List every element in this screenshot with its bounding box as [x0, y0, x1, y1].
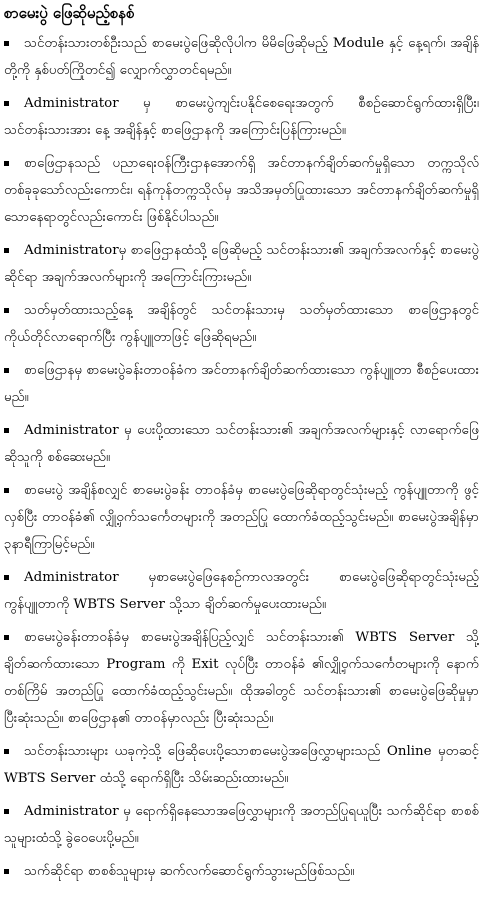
- bullet-icon: [4, 749, 9, 754]
- list-item: [4, 738, 479, 792]
- list-item: [4, 297, 479, 351]
- bullet-icon: [4, 101, 9, 106]
- bullet-icon: [4, 809, 9, 814]
- list-item-text: စာဖြေဌာနမှ စာမေးပွဲခန်းတာဝန်ခံက အင်တာနက်ချိတ်ဆက်ထားသော ကွန်ပျူတာ စီစဉ်ပေးထားမည်။: [4, 363, 479, 405]
- bullet-icon: [4, 428, 9, 433]
- list-item-text: သင်တန်းသားတစ်ဦးသည် စာမေးပွဲဖြေဆိုလိုပါက မိမိဖြေဆိုမည့် Module နှင့် နေ့ရက်၊ အချိန်တို့ကို နှစ်ပတ်ကြိုတင်၍ လျှောက်လွှာတင်ရမည်။: [4, 36, 479, 78]
- list-item-text: သင်တန်းသားများ ယခုကဲ့သို့ ဖြေဆိုပေးပို့သောစာမေးပွဲအဖြေလွှာများသည် Online မှတဆင့် WBTS Server ထံသို့ ရောက်ရှိပြီး သိမ်းဆည်းထားမည်။: [4, 744, 479, 786]
- list-item: [4, 477, 479, 558]
- bullet-icon: [4, 41, 9, 46]
- page-title: စာမေးပွဲ ဖြေဆိုမည့်စနစ်: [4, 4, 135, 22]
- bullet-icon: [4, 488, 9, 493]
- list-item-text: စာမေးပွဲခန်းတာဝန်ခံမှ စာမေးပွဲအချိန်ပြည့်လျှင် သင်တန်းသား၏ WBTS Server သို့ချိတ်ဆက်ထားသော Program ကို Exit လုပ်ပြီး တာဝန်ခံ ၏လျှို့ဝှက်သင်္ကေတများကို နောက်တစ်ကြိမ် အတည်ပြု ထောက်ခံထည့်သွင်းမည်။ ထိုအခါတွင် သင်တန်းသား၏ စာမေးပွဲဖြေဆိုမှုမှာ ပြီးဆုံးသည်။ စာဖြေဌာန၏ တာဝန်မှာလည်း ပြီးဆုံးသည်။: [4, 630, 479, 726]
- list-item: [4, 150, 479, 231]
- list-item-text: သတ်မှတ်ထားသည့်နေ့ အချိန်တွင် သင်တန်းသားမှ သတ်မှတ်ထားသော စာဖြေဌာနတွင် ကိုယ်တိုင်လာရောက်ပြီး ကွန်ပျူတာဖြင့် ဖြေဆိုရမည်။: [4, 303, 479, 345]
- bullet-icon: [4, 248, 9, 253]
- list-item: [4, 30, 479, 84]
- list-item-text: Administratorမှ စာဖြေဌာနထံသို့ ဖြေဆိုမည့် သင်တန်းသား၏ အချက်အလက်နှင့် စာမေးပွဲဆိုင်ရာ အချက်အလက်များကို အကြောင်းကြားမည်။: [4, 243, 479, 285]
- list-item: [4, 798, 479, 852]
- list-item-text: သက်ဆိုင်ရာ စာစစ်သူများမှ ဆက်လက်ဆောင်ရွက်သွားမည်ဖြစ်သည်။: [24, 864, 355, 879]
- list-item-text: Administrator မှ ရောက်ရှိနေသောအဖြေလွှာများကို အတည်ပြုရယူပြီး သက်ဆိုင်ရာ စာစစ်သူများထံသို့ ခွဲဝေပေးပို့မည်။: [4, 804, 479, 846]
- list-item: [4, 357, 479, 411]
- bullet-icon: [4, 869, 9, 874]
- list-item-text: Administrator မှ ပေးပို့ထားသော သင်တန်းသား၏ အချက်အလက်များနှင့် လာရောက်ဖြေဆိုသူကို စစ်ဆေးမည်။: [4, 423, 479, 465]
- list-item-text: စာဖြေဌာနသည် ပညာရေးဝန်ကြီးဌာနအောက်ရှိ အင်တာနက်ချိတ်ဆက်မှုရှိသော တက္ကသိုလ်တစ်ခုခုသော်လည်းကောင်း၊ ရန်ကုန်တက္ကသိုလ်မှ အသိအမှတ်ပြုထားသော အင်တာနက်ချိတ်ဆက်မှုရှိသောနေရာတွင်လည်းကောင်း ဖြစ်နိုင်ပါသည်။: [4, 156, 479, 225]
- bullet-icon: [4, 575, 9, 580]
- bullet-icon: [4, 308, 9, 313]
- list-item: [4, 90, 479, 144]
- list-item: [4, 417, 479, 471]
- list-item: [4, 564, 479, 618]
- bullet-icon: [4, 368, 9, 373]
- list-item: [4, 624, 479, 732]
- list-item-text: Administrator မှ စာမေးပွဲကျင်းပနိုင်စေရေးအတွက် စီစဉ်ဆောင်ရွက်ထားရှိပြီး၊ သင်တန်းသားအား နေ့ အချိန်နှင့် စာဖြေဌာနကို အကြောင်းပြန်ကြားမည်။: [4, 96, 479, 138]
- list-item-text: Administrator မှစာမေးပွဲဖြေနေစဉ်ကာလအတွင်း စာမေးပွဲဖြေဆိုရာတွင်သုံးမည့် ကွန်ပျူတာကို WBTS Server သို့သာ ချိတ်ဆက်မှုပေးထားမည်။: [4, 570, 479, 612]
- bullet-icon: [4, 635, 9, 640]
- procedure-list: [4, 30, 479, 885]
- bullet-icon: [4, 161, 9, 166]
- list-item-text: စာမေးပွဲ အချိန်စလျှင် စာမေးပွဲခန်း တာဝန်ခံမှ စာမေးပွဲဖြေဆိုရာတွင်သုံးမည့် ကွန်ပျူတာကို ဖွင့်လှစ်ပြီး တာဝန်ခံ၏ လျှို့ဝှက်သင်္ကေတများကို အတည်ပြု ထောက်ခံထည့်သွင်းမည်။ စာမေးပွဲအချိန်မှာ ၃နာရီကြာမြင့်မည်။: [4, 483, 479, 552]
- list-item: [4, 237, 479, 291]
- list-item: [4, 858, 479, 885]
